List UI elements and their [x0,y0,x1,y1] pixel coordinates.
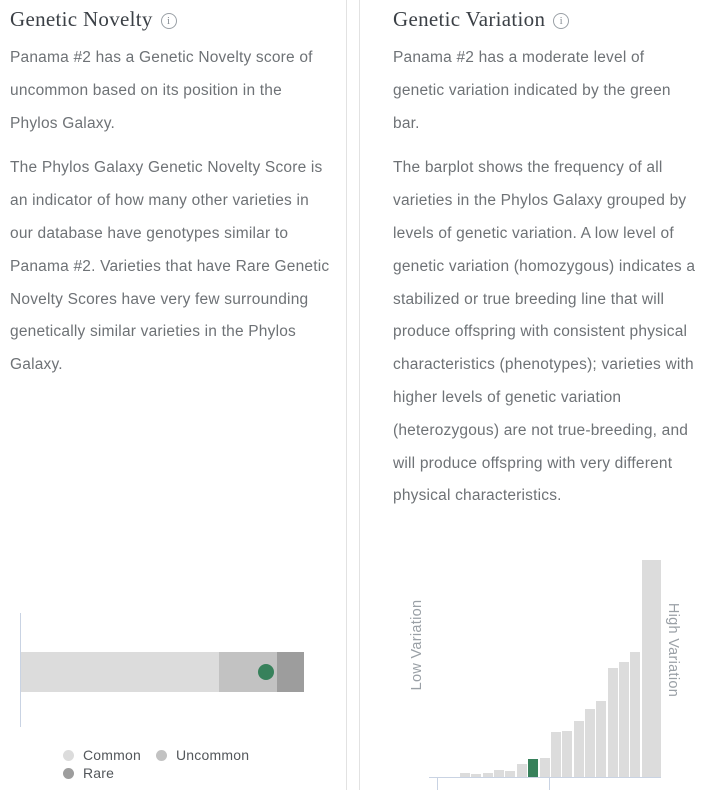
info-icon[interactable]: i [161,13,177,29]
axis-tick [549,778,550,790]
common-swatch-icon [63,750,74,761]
variation-bar [505,771,515,777]
legend-item-rare [63,766,114,780]
legend-label-common: Common [83,747,141,763]
low-variation-axis-label: Low Variation [409,599,425,691]
variation-bar [540,758,550,777]
genetic-variation-text-block [360,0,705,513]
variation-bar [642,560,661,777]
info-icon[interactable]: i [553,13,569,29]
variation-bar [551,732,561,777]
variation-bar [585,709,595,777]
scale-segment-common [21,652,219,692]
uncommon-swatch-icon [156,750,167,761]
variation-summary-paragraph: Panama #2 has a moderate level of genetic variation indicated by the green bar. [393,49,671,132]
scale-segment-rare [277,652,304,692]
genetic-novelty-title-text: Genetic Novelty [10,7,153,31]
axis-tick [437,778,438,790]
genetic-variation-title [393,7,699,32]
legend-label-uncommon: Uncommon [176,747,250,763]
novelty-summary-paragraph: Panama #2 has a Genetic Novelty score of uncommon based on its position in the Phylos Galaxy. [10,49,313,132]
legend-label-rare: Rare [83,765,115,781]
variation-bar [483,773,493,777]
legend-item-common [63,748,141,762]
legend-item-uncommon [156,748,249,762]
variation-bar [562,731,572,777]
variation-bar [471,774,481,777]
genetic-novelty-text-block [0,0,346,382]
genetic-variation-title-text: Genetic Variation [393,7,546,31]
variation-bar [517,764,527,777]
genetic-variation-card [359,0,705,790]
variation-bar [494,770,504,777]
variation-x-axis [429,777,661,778]
genetic-novelty-title [10,7,334,32]
variation-bar [596,701,606,777]
genetic-novelty-card [0,0,347,790]
variation-bar [619,662,629,777]
high-variation-axis-label: High Variation [665,602,681,698]
variation-bar [630,652,640,777]
variety-position-marker [258,664,274,680]
variation-bar [460,773,470,777]
variation-description-paragraph: The barplot shows the frequency of all varieties in the Phylos Galaxy grouped by levels of genetic variation. A low level of genetic variation (homozygous) indicates a stabilized or true breeding line that will produce offspring with consistent physical characteristics (phenotypes); varieties with higher levels of genetic variation (heterozygous) are not true-breeding, and will produce offspring with very different physical characteristics. [393,159,696,505]
novelty-description-paragraph: The Phylos Galaxy Genetic Novelty Score is an indicator of how many other varieties in our database have genotypes similar to Panama #2. Varieties that have Rare Genetic Novelty Scores have very few surrounding genetically similar varieties in the Phylos Galaxy. [10,159,330,374]
card-divider-gap [347,0,359,790]
highlighted-variation-bar [528,759,538,777]
variation-bar [574,721,584,777]
variation-bar [608,668,618,777]
rare-swatch-icon [63,768,74,779]
